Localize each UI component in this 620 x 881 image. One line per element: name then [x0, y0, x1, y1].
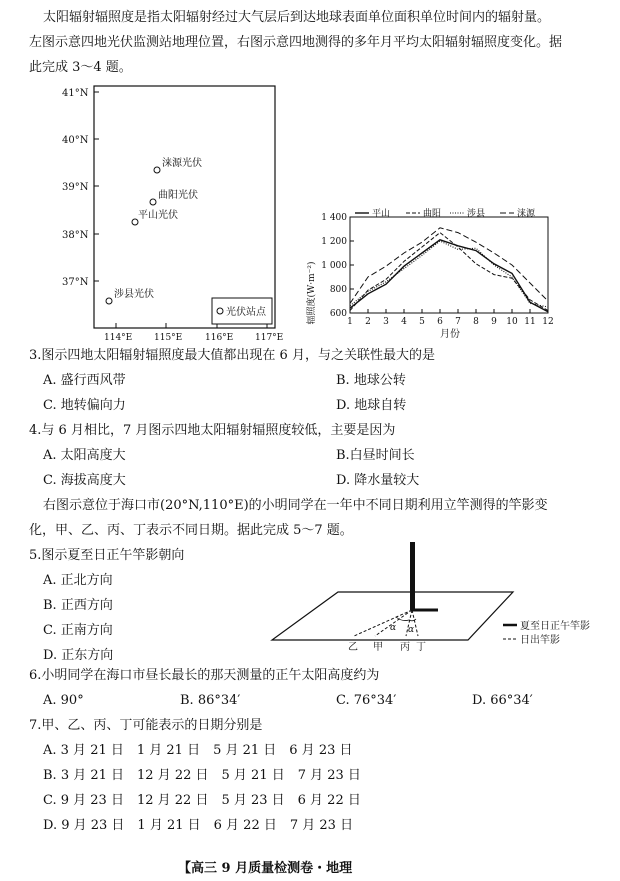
series-line-2: [350, 241, 548, 307]
intro-line-3: 此完成 3～4 题。: [29, 60, 132, 75]
q7-option-d[interactable]: D. 9 月 23 日 1 月 21 日 6 月 22 日 7 月 23 日: [43, 818, 354, 833]
chart-plot-frame: [350, 217, 548, 313]
q4-option-d[interactable]: D. 降水量较大: [336, 473, 420, 488]
station-marker-quyang: [150, 199, 156, 205]
q3-option-a[interactable]: A. 盛行西风带: [43, 373, 126, 388]
q6-option-d[interactable]: D. 66°34′: [472, 693, 533, 708]
legend-noon-label: 夏至日正午竿影: [520, 621, 590, 632]
q7-option-a[interactable]: A. 3 月 21 日 1 月 21 日 5 月 21 日 6 月 23 日: [43, 743, 353, 758]
intro2-line-1: 右图示意位于海口市(20°N,110°E)的小明同学在一年中不同日期利用立竿测得的竿影变: [43, 498, 548, 513]
x-tick-label: 9: [491, 317, 497, 327]
x-tick-label: 8: [473, 317, 479, 327]
page-footer: 【高三 9 月质量检测卷・地理: [178, 861, 353, 876]
q6-option-a[interactable]: A. 90°: [43, 693, 84, 708]
x-tick-label: 4: [401, 317, 407, 327]
angle-alpha-left: α: [390, 623, 397, 633]
series-line-3: [350, 228, 548, 304]
station-label-shexian: 涉县光伏: [114, 289, 154, 300]
lat-label-40: 40°N: [62, 135, 89, 146]
lon-label-115: 115°E: [154, 333, 183, 342]
q4-option-c[interactable]: C. 海拔高度大: [43, 473, 126, 488]
chart-y-axis-label: 辐照度(W·m⁻²): [307, 261, 317, 325]
label-yi: 乙: [348, 642, 358, 653]
chart-x-axis-label: 月份: [440, 329, 460, 340]
legend-label-2: 涉县: [467, 209, 486, 219]
y-tick-label: 600: [329, 309, 347, 319]
legend-station-icon: [217, 308, 223, 314]
legend-label-3: 涞源: [517, 209, 536, 219]
x-tick-label: 12: [542, 317, 554, 327]
q4-option-b[interactable]: B.白昼时间长: [336, 448, 415, 463]
intro-line-2: 左图示意四地光伏监测站地理位置，右图示意四地测得的多年月平均太阳辐射辐照度变化。据: [29, 35, 563, 50]
intro2-line-2: 化，甲、乙、丙、丁表示不同日期。据此完成 5～7 题。: [29, 523, 353, 538]
lon-label-114: 114°E: [104, 333, 133, 342]
legend-sunrise-label: 日出竿影: [520, 635, 560, 646]
lat-label-38: 38°N: [62, 230, 89, 241]
station-label-laiyuan: 涞源光伏: [162, 158, 202, 169]
x-tick-label: 2: [365, 317, 371, 327]
q3-option-c[interactable]: C. 地转偏向力: [43, 398, 126, 413]
q4-stem: 4.与 6 月相比，7 月图示四地太阳辐射辐照度较低，主要是因为: [29, 423, 396, 438]
lat-ticks: [94, 92, 99, 281]
map-legend-label: 光伏站点: [226, 307, 266, 318]
y-tick-label: 800: [329, 285, 347, 295]
y-tick-label: 1 200: [321, 237, 347, 247]
q7-option-c[interactable]: C. 9 月 23 日 12 月 22 日 5 月 23 日 6 月 22 日: [43, 793, 361, 808]
x-tick-label: 7: [455, 317, 461, 327]
x-tick-label: 11: [524, 317, 536, 327]
series-line-0: [350, 240, 548, 312]
x-tick-label: 6: [437, 317, 443, 327]
label-jia: 甲: [373, 642, 383, 653]
lon-label-116: 116°E: [205, 333, 234, 342]
y-tick-label: 1 400: [321, 213, 347, 223]
lat-label-41: 41°N: [62, 88, 89, 99]
legend-label-1: 曲阳: [423, 209, 442, 219]
q3-option-b[interactable]: B. 地球公转: [336, 373, 406, 388]
x-tick-label: 5: [419, 317, 425, 327]
intro-line-1: 太阳辐射辐照度是指太阳辐射经过大气层后到达地球表面单位面积单位时间内的辐射量。: [43, 10, 551, 25]
q5-option-b[interactable]: B. 正西方向: [43, 598, 113, 613]
q5-option-d[interactable]: D. 正东方向: [43, 648, 114, 663]
station-label-quyang: 曲阳光伏: [158, 190, 198, 201]
q5-option-c[interactable]: C. 正南方向: [43, 623, 113, 638]
pole: [410, 542, 415, 610]
q5-option-a[interactable]: A. 正北方向: [43, 573, 113, 588]
q3-stem: 3.图示四地太阳辐射辐照度最大值都出现在 6 月，与之关联性最大的是: [29, 348, 435, 363]
q4-option-a[interactable]: A. 太阳高度大: [43, 448, 126, 463]
x-tick-label: 3: [383, 317, 389, 327]
station-marker-shexian: [106, 298, 112, 304]
angle-alpha-right: α: [408, 625, 415, 635]
lat-label-39: 39°N: [62, 182, 89, 193]
q6-option-b[interactable]: B. 86°34′: [180, 693, 241, 708]
irradiance-line-chart: [300, 205, 560, 340]
q7-stem: 7.甲、乙、丙、丁可能表示的日期分别是: [29, 718, 263, 733]
lon-label-117: 117°E: [255, 333, 284, 342]
station-location-map: [60, 80, 290, 342]
lat-label-37: 37°N: [62, 277, 89, 288]
q6-option-c[interactable]: C. 76°34′: [336, 693, 397, 708]
q5-stem: 5.图示夏至日正午竿影朝向: [29, 548, 185, 563]
x-tick-label: 10: [506, 317, 518, 327]
station-label-pingshan: 平山光伏: [138, 210, 178, 221]
q7-option-b[interactable]: B. 3 月 21 日 12 月 22 日 5 月 21 日 7 月 23 日: [43, 768, 361, 783]
legend-label-0: 平山: [372, 209, 391, 219]
x-tick-label: 1: [347, 317, 353, 327]
y-tick-label: 1 000: [321, 261, 347, 271]
q6-stem: 6.小明同学在海口市昼长最长的那天测量的正午太阳高度约为: [29, 668, 380, 683]
label-bing: 丙: [400, 642, 410, 653]
pole-shadow-diagram: [268, 540, 613, 655]
q3-option-d[interactable]: D. 地球自转: [336, 398, 407, 413]
station-marker-laiyuan: [154, 167, 160, 173]
label-ding: 丁: [416, 642, 426, 653]
